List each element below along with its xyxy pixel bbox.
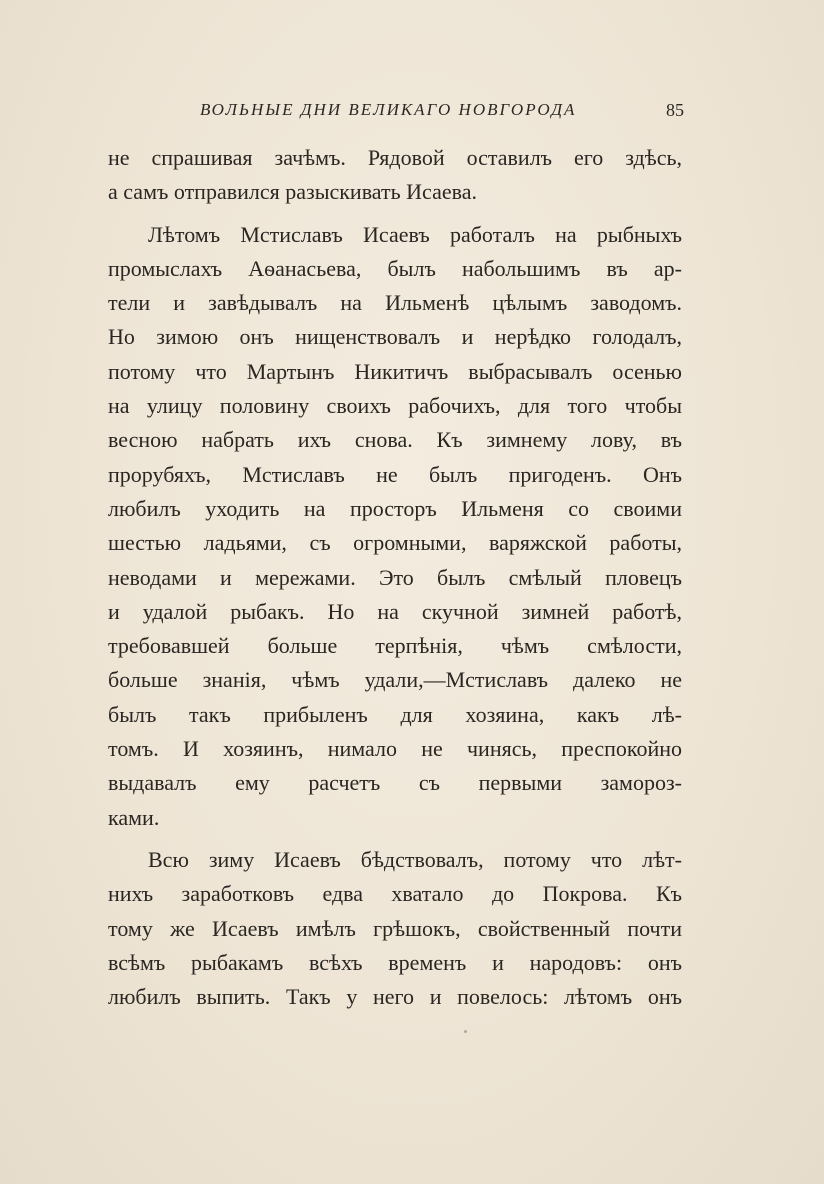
page-number: 85: [666, 100, 684, 120]
text-line: выдавалъ ему расчетъ съ первыми замороз-: [108, 770, 682, 796]
text-line: Лѣтомъ Мстиславъ Исаевъ работалъ на рыбныхъ: [148, 221, 682, 247]
paragraph-gap: [108, 210, 682, 218]
text-line: промыслахъ Аѳанасьева, былъ набольшимъ въ ар-: [108, 255, 682, 281]
text-line: прорубяхъ, Мстиславъ не былъ пригоденъ. Онъ: [108, 461, 682, 487]
paper-speck: [464, 1030, 467, 1033]
text-line: на улицу половину своихъ рабочихъ, для того чтобы: [108, 393, 682, 419]
text-line: Всю зиму Исаевъ бѣдствовалъ, потому что лѣт-: [148, 846, 682, 872]
paragraph-gap: [108, 835, 682, 843]
text-line: требовавшей больше терпѣнія, чѣмъ смѣлости,: [108, 633, 682, 659]
text-line: всѣмъ рыбакамъ всѣхъ временъ и народовъ: онъ: [108, 949, 682, 975]
text-line: любилъ уходить на просторъ Ильменя со своими: [108, 495, 682, 521]
text-line: тели и завѣдывалъ на Ильменѣ цѣлымъ заводомъ.: [108, 290, 682, 316]
text-line: шестью ладьями, съ огромными, варяжской работы,: [108, 530, 682, 556]
running-title: ВОЛЬНЫЕ ДНИ ВЕЛИКАГО НОВГОРОДА: [200, 100, 577, 119]
text-line: томъ. И хозяинъ, нимало не чинясь, преспокойно: [108, 736, 682, 762]
text-line: и удалой рыбакъ. Но на скучной зимней работѣ,: [108, 598, 682, 624]
text-line: весною набрать ихъ снова. Къ зимнему лову, въ: [108, 427, 682, 453]
body-text: [108, 141, 682, 1014]
text-line: а самъ отправился разыскивать Исаева.: [108, 179, 477, 205]
text-line: ками.: [108, 804, 160, 830]
text-line: больше знанія, чѣмъ удали,—Мстиславъ далеко не: [108, 667, 682, 693]
text-line: любилъ выпить. Такъ у него и повелось: лѣтомъ онъ: [108, 984, 682, 1010]
text-line: нихъ заработковъ едва хватало до Покрова. Къ: [108, 881, 682, 907]
text-line: неводами и мережами. Это былъ смѣлый пловецъ: [108, 564, 682, 590]
text-line: Но зимою онъ нищенствовалъ и нерѣдко голодалъ,: [108, 324, 682, 350]
text-line: былъ такъ прибыленъ для хозяина, какъ лѣ-: [108, 701, 682, 727]
text-line: потому что Мартынъ Никитичъ выбрасывалъ осенью: [108, 358, 682, 384]
text-line: тому же Исаевъ имѣлъ грѣшокъ, свойственный почти: [108, 915, 682, 941]
page-header: [108, 100, 684, 126]
text-line: не спрашивая зачѣмъ. Рядовой оставилъ его здѣсь,: [108, 145, 682, 170]
